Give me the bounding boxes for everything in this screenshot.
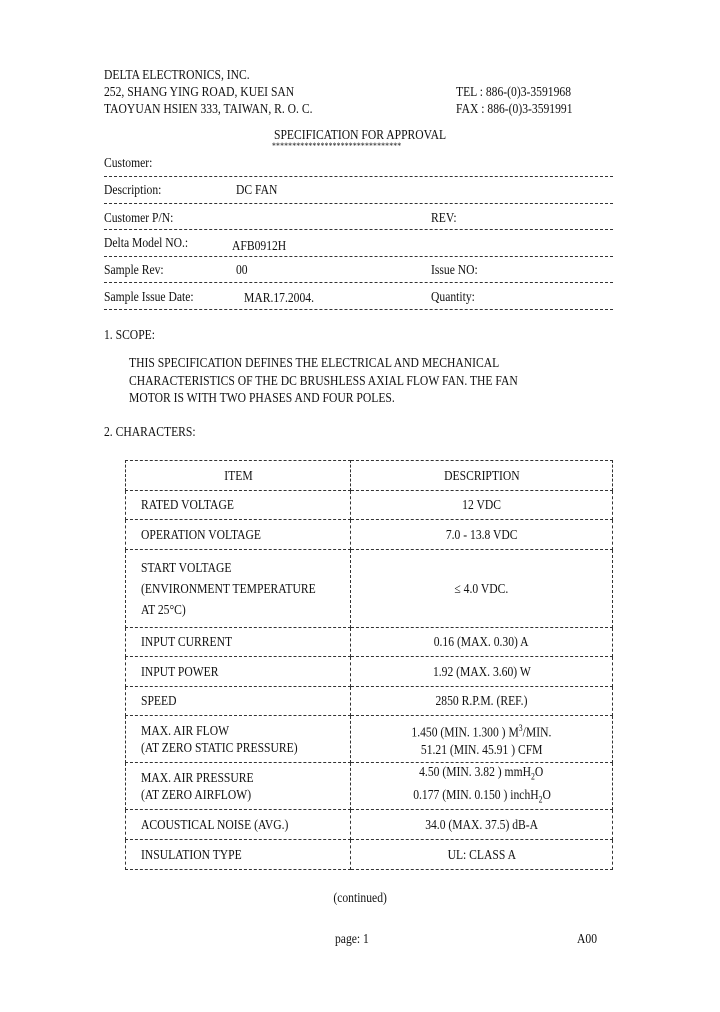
divider (104, 229, 613, 230)
item-rated-voltage: RATED VOLTAGE (126, 491, 351, 520)
quantity-label: Quantity: (431, 289, 475, 304)
table-row (126, 716, 613, 763)
divider (104, 256, 613, 257)
address-line-1: 252, SHANG YING ROAD, KUEI SAN (104, 84, 295, 99)
document-title: SPECIFICATION FOR APPROVAL (273, 127, 447, 142)
scope-heading: 1. SCOPE: (104, 327, 155, 342)
fax-number: FAX : 886-(0)3-3591991 (456, 101, 573, 116)
page-number: page: 1 (335, 931, 369, 946)
table-row (126, 810, 613, 840)
col-item-header: ITEM (126, 461, 351, 491)
item-noise: ACOUSTICAL NOISE (AVG.) (126, 810, 351, 840)
scope-line-2: CHARACTERISTICS OF THE DC BRUSHLESS AXIAL FLOW FAN. THE FAN (129, 373, 518, 388)
characters-table (125, 460, 613, 870)
desc-air-flow: 1.450 (MIN. 1.300 ) $M^3$/MIN. 51.21 (MIN. 45.91 ) CFM (351, 716, 613, 763)
scope-line-1: THIS SPECIFICATION DEFINES THE ELECTRICAL AND MECHANICAL (129, 355, 500, 370)
scope-line-3: MOTOR IS WITH TWO PHASES AND FOUR POLES. (129, 390, 395, 405)
item-start-voltage: START VOLTAGE (ENVIRONMENT TEMPERATURE AT 25°C) (126, 550, 351, 628)
table-header-row (126, 461, 613, 491)
table-row (126, 657, 613, 687)
sample-rev-label: Sample Rev: (104, 262, 164, 277)
customer-label: Customer: (104, 155, 153, 170)
desc-input-current: 0.16 (MAX. 0.30) A (351, 628, 613, 657)
table-row (126, 687, 613, 716)
rev-label: REV: (431, 210, 457, 225)
issue-no-label: Issue NO: (431, 262, 478, 277)
desc-insulation: UL: CLASS A (351, 840, 613, 870)
sample-date-value: MAR.17.2004. (244, 290, 314, 305)
item-input-current: INPUT CURRENT (126, 628, 351, 657)
characters-heading: 2. CHARACTERS: (104, 424, 196, 439)
desc-start-voltage: ≤ 4.0 VDC. (351, 550, 613, 628)
divider (104, 176, 613, 177)
table-row (126, 840, 613, 870)
table-row (126, 491, 613, 520)
desc-speed: 2850 R.P.M. (REF.) (351, 687, 613, 716)
model-label: Delta Model NO.: (104, 235, 189, 250)
item-air-flow: MAX. AIR FLOW (AT ZERO STATIC PRESSURE) (126, 716, 351, 763)
item-input-power: INPUT POWER (126, 657, 351, 687)
model-value: AFB0912H (232, 238, 287, 253)
sample-date-label: Sample Issue Date: (104, 289, 194, 304)
table-row (126, 520, 613, 550)
divider (104, 282, 613, 283)
sample-rev-value: 00 (236, 262, 248, 277)
description-label: Description: (104, 182, 162, 197)
item-insulation: INSULATION TYPE (126, 840, 351, 870)
table-row (126, 628, 613, 657)
item-air-pressure: MAX. AIR PRESSURE (AT ZERO AIRFLOW) (126, 763, 351, 810)
description-value: DC FAN (236, 182, 278, 197)
divider (104, 203, 613, 204)
item-operation-voltage: OPERATION VOLTAGE (126, 520, 351, 550)
customer-pn-label: Customer P/N: (104, 210, 174, 225)
divider (104, 309, 613, 310)
desc-air-pressure: 4.50 (MIN. 3.82 ) mmH$_2$O 0.177 (MIN. 0.150 ) inchH$_2$O (351, 763, 613, 810)
table-row (126, 763, 613, 810)
item-speed: SPEED (126, 687, 351, 716)
address-line-2: TAOYUAN HSIEN 333, TAIWAN, R. O. C. (104, 101, 313, 116)
tel-number: TEL : 886-(0)3-3591968 (456, 84, 572, 99)
title-underline: ******************************** (272, 141, 402, 151)
desc-input-power: 1.92 (MAX. 3.60) W (351, 657, 613, 687)
continued-note: (continued) (333, 890, 387, 905)
desc-operation-voltage: 7.0 - 13.8 VDC (351, 520, 613, 550)
table-row (126, 550, 613, 628)
desc-rated-voltage: 12 VDC (351, 491, 613, 520)
col-desc-header: DESCRIPTION (351, 461, 613, 491)
revision-code: A00 (577, 931, 597, 946)
company-name: DELTA ELECTRONICS, INC. (104, 67, 250, 82)
desc-noise: 34.0 (MAX. 37.5) dB-A (351, 810, 613, 840)
